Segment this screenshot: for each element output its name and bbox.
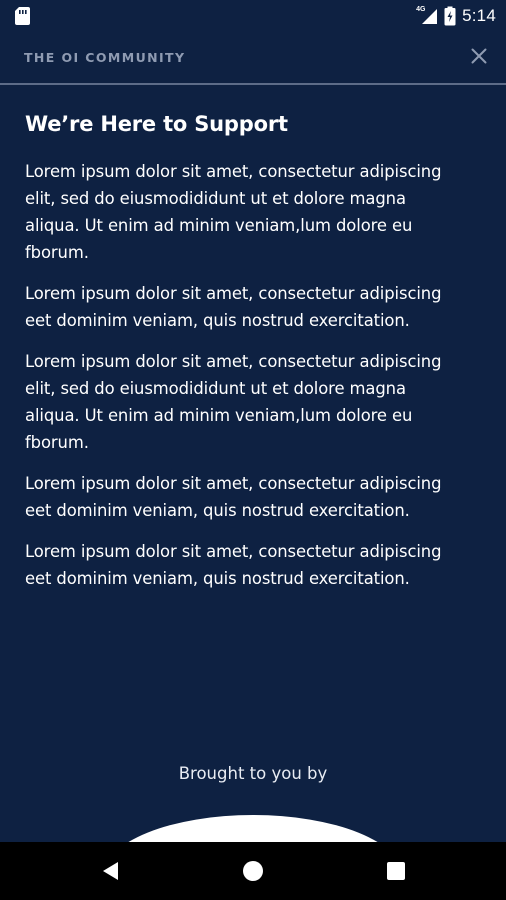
paragraph-4: Lorem ipsum dolor sit amet, consectetur adipiscing eet dominim veniam, quis nostrud exercitation. (25, 474, 442, 520)
main-content (25, 110, 465, 606)
close-icon (471, 48, 487, 64)
network-type-label: 4G (416, 6, 426, 13)
brought-by-label: Brought to you by (178, 764, 328, 783)
signal-icon (416, 6, 438, 26)
home-icon (242, 860, 264, 882)
page-title: We’re Here to Support (25, 112, 288, 136)
header-title: THE OI COMMUNITY (24, 50, 186, 65)
clock: 5:14 (462, 6, 496, 25)
back-button[interactable] (100, 860, 122, 882)
recents-icon (385, 860, 407, 882)
status-icons (416, 0, 496, 32)
paragraph-5: Lorem ipsum dolor sit amet, consectetur adipiscing eet dominim veniam, quis nostrud exercitation. (25, 542, 442, 588)
app-header (0, 32, 506, 84)
paragraph-2: Lorem ipsum dolor sit amet, consectetur adipiscing eet dominim veniam, quis nostrud exercitation. (25, 284, 442, 330)
header-divider (0, 83, 506, 85)
status-bar (0, 0, 506, 32)
back-icon (100, 860, 122, 882)
home-button[interactable] (242, 860, 264, 882)
paragraph-3: Lorem ipsum dolor sit amet, consectetur adipiscing elit, sed do eiusmodididunt ut et dolore magna aliqua. Ut enim ad minim veniam,lum dolore eu fborum. (25, 352, 442, 452)
navigation-bar (0, 842, 506, 900)
battery-icon (444, 6, 456, 26)
close-button[interactable] (468, 45, 490, 67)
recents-button[interactable] (385, 860, 407, 882)
paragraph-1: Lorem ipsum dolor sit amet, consectetur adipiscing elit, sed do eiusmodididunt ut et dolore magna aliqua. Ut enim ad minim veniam,lum dolore eu fborum. (25, 162, 442, 262)
sim-card-icon (14, 6, 32, 26)
